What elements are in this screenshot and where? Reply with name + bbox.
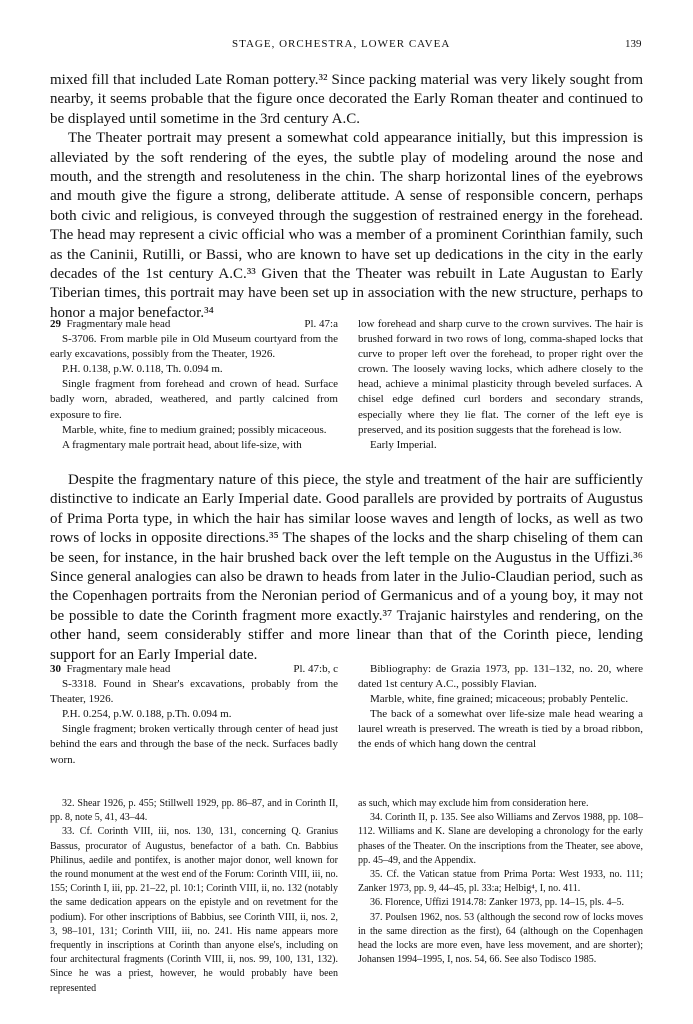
- footnote-37: 37. Poulsen 1962, nos. 53 (although the second row of locks moves in the same direction as the first), 64 (although on the Copenhagen head the locks are more even, have less movement, and are shorter); Johansen 1994–1995, I, nos. 54, 66. See also Todisco 1985.: [358, 911, 643, 966]
- catalog-30-bibliography: Bibliography: de Grazia 1973, pp. 131–132, no. 20, where dated 1st century A.C., possibly Flavian.: [358, 663, 643, 691]
- catalog-30-left: [50, 662, 338, 768]
- paragraph-3: Despite the fragmentary nature of this piece, the style and treatment of the hair are sufficiently distinctive to indicate an Early Imperial date. Good parallels are provided by portraits of Augustus of Prima Porta type, in which the hair has similar loose waves and length of locks, as well as two rows of locks in opposite directions.³⁵ The shapes of the locks and the sharp chiseling of them can be seen, for instance, in the hair brushed back over the left temple on the Augustus in the Uffizi.³⁶ Since general analogies can also be drawn to heads from later in the Julio-Claudian period, such as the Copenhagen portraits from the Neronian period of Germanicus and of a young boy, it may not be possible to date the Corinth fragment more exactly.³⁷ Trajanic hairstyles and rendering, on the other hand, seem considerably stiffer and more linear than that of the Corinth piece, lending support for an Early Imperial date.: [50, 472, 643, 663]
- catalog-29-heading: [50, 317, 338, 332]
- page-number: 139: [625, 38, 642, 50]
- catalog-29-plate: Pl. 47:a: [304, 318, 338, 330]
- catalog-30-title: Fragmentary male head: [66, 663, 171, 675]
- catalog-29-right: [358, 317, 643, 453]
- catalog-29-desc-cont: low forehead and sharp curve to the crown survives. The hair is brushed forward in two rows of long, comma-shaped locks that curve to proper left over the forehead, to proper right over the crown. The loosely waving locks, which adhere closely to the head, achieve a minimal plasticity through beveled surfaces. A chisel edge defined curl borders and secondary strands, especially where they lie flat. The corner of the left eye is preserved, and its position suggests that the forehead is low.: [358, 318, 643, 436]
- catalog-29-inv: S-3706. From marble pile in Old Museum courtyard from the early excavations, possibly from the Theater, 1926.: [50, 333, 338, 361]
- paragraph-1: mixed fill that included Late Roman pottery.³² Since packing material was very likely sought from nearby, it seems probable that the figure once decorated the Early Roman theater and continued to be displayed until sometime in the 3rd century A.C.: [50, 72, 643, 127]
- footnote-32: 32. Shear 1926, p. 455; Stillwell 1929, pp. 86–87, and in Corinth II, pp. 8, note 5, 41, 43–44.: [50, 798, 338, 824]
- catalog-30-number: 30: [50, 663, 61, 675]
- catalog-29-date: Early Imperial.: [370, 438, 437, 451]
- catalog-30-heading: [50, 662, 338, 677]
- catalog-30-condition: Single fragment; broken vertically through center of head just behind the ears and through the base of the neck. Surfaces badly worn.: [50, 723, 338, 766]
- body-text-middle: [50, 471, 643, 665]
- footnote-33-continued: as such, which may exclude him from consideration here.: [358, 798, 589, 809]
- catalog-29-number: 29: [50, 318, 61, 330]
- catalog-29-desc-start: A fragmentary male portrait head, about life-size, with: [62, 438, 302, 451]
- catalog-30-plate: Pl. 47:b, c: [293, 663, 338, 675]
- paragraph-2: The Theater portrait may present a somewhat cold appearance initially, but this impression is alleviated by the soft rendering of the eyes, the subtle play of modeling around the nose and mouth, and the strength and resoluteness in the chin. The sharp horizontal lines of the eyebrows and mouth give the figure a strong, deliberate attitude. A sense of responsible concern, perhaps both civic and religious, is conveyed through the suggestion of restrained energy in the forehead. The head may represent a civic official who was a member of a prominent Corinthian family, such as the Caninii, Rutilli, or Bassi, who are known to have set up dedications in the city in the early decades of the 1st century A.C.³³ Given that the Theater was rebuilt in Late Augustan to Early Tiberian times, this portrait may have been set up in association with the new structure, perhaps to honor a major benefactor.³⁴: [50, 130, 643, 321]
- catalog-30-dims: P.H. 0.254, p.W. 0.188, p.Th. 0.094 m.: [62, 708, 232, 721]
- catalog-30-inv: S-3318. Found in Shear's excavations, probably from the Theater, 1926.: [50, 678, 338, 706]
- catalog-29-title: Fragmentary male head: [66, 318, 171, 330]
- catalog-29-condition: Single fragment from forehead and crown of head. Surface badly worn, abraded, weathered, and partly calcined from exposure to fire.: [50, 378, 338, 421]
- footnotes-right: [358, 797, 643, 967]
- catalog-30-desc-start: The back of a somewhat over life-size male head wearing a laurel wreath is preserved. The wreath is tied by a broad ribbon, the ends of which hang down the central: [358, 708, 643, 751]
- body-text-top: [50, 71, 643, 323]
- footnotes-left: [50, 797, 338, 996]
- catalog-29-dims: P.H. 0.138, p.W. 0.118, Th. 0.094 m.: [62, 363, 223, 376]
- catalog-29-left: [50, 317, 338, 453]
- catalog-30-material: Marble, white, fine grained; micaceous; probably Pentelic.: [370, 693, 629, 706]
- running-head-title: STAGE, ORCHESTRA, LOWER CAVEA: [232, 38, 451, 50]
- catalog-29-material: Marble, white, fine to medium grained; possibly micaceous.: [62, 423, 327, 436]
- footnote-35: 35. Cf. the Vatican statue from Prima Porta: West 1933, no. 111; Zanker 1973, pp. 9, 44–45, pl. 33:a; Helbig⁴, I, no. 411.: [358, 869, 643, 895]
- footnote-34: 34. Corinth II, p. 135. See also Williams and Zervos 1988, pp. 108–112. Williams and K. Slane are developing a chronology for the early phases of the Theater. On the inscriptions from the Theater, see above, pp. 45–49, and the Appendix.: [358, 812, 643, 866]
- footnote-33: 33. Cf. Corinth VIII, iii, nos. 130, 131, concerning Q. Granius Bassus, procurator of Augustus, benefactor of a bath. Cn. Babbius Philinus, aedile and pontifex, is another major donor, well known for the round monument at the west end of the Forum: Corinth VIII, iii, no. 155; Corinth I, iii, pp. 21–22, pl. 10:1; Corinth VIII, ii, no. 132 (notably the same dedication appears on the epistyle and on revetment for the podium). For other inscriptions of Babbius, see Corinth VIII, ii, nos. 2, 3, 98–101, 131; Corinth VIII, iii, no. 241. His name appears more frequently in inscriptions at Corinth than anyone else's, including on four architectural fragments (Corinth VIII, ii, nos. 99, 100, 131, 132). Since he was a priest, however, he would probably have been represented: [50, 826, 338, 994]
- footnote-36: 36. Florence, Uffizi 1914.78: Zanker 1973, pp. 14–15, pls. 4–5.: [370, 897, 624, 909]
- catalog-30-right: [358, 662, 643, 753]
